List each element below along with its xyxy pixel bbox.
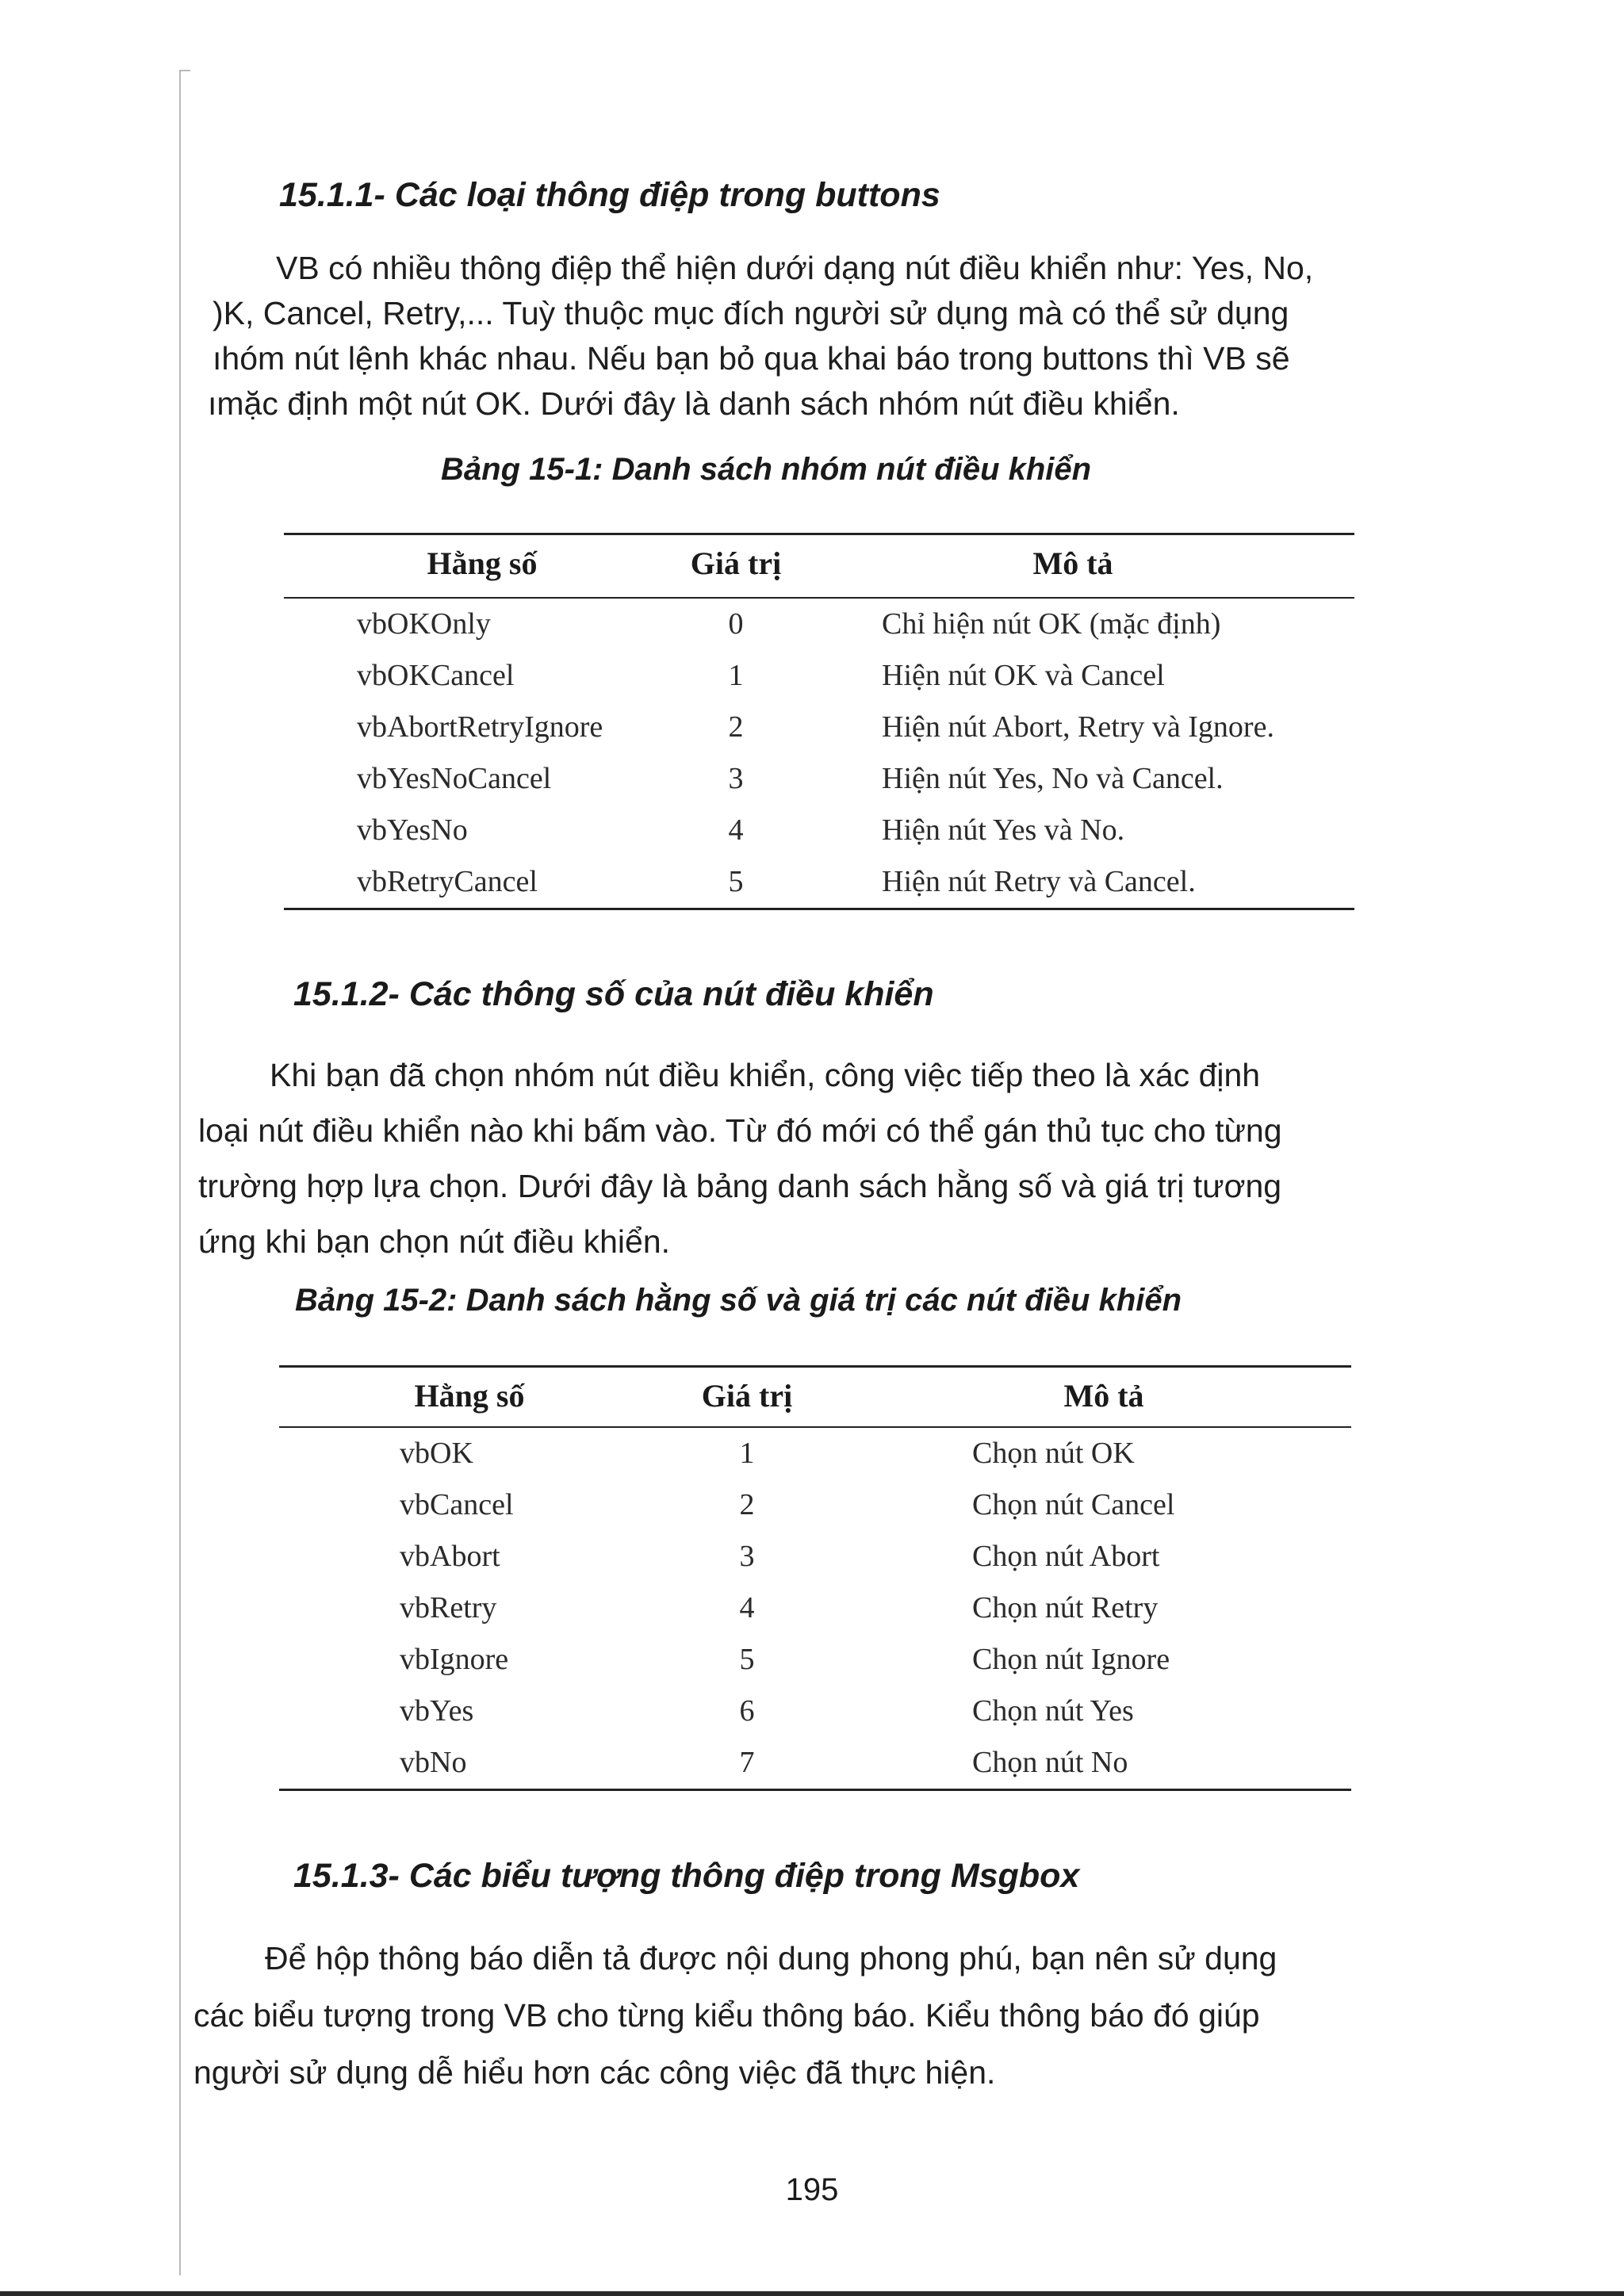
column-header-constant: Hằng số <box>414 1378 525 1414</box>
table-row <box>284 650 1354 702</box>
paragraph-line: Để hộp thông báo diễn tả được nội dung phong phú, bạn nên sử dụng <box>265 1940 1277 1976</box>
cell-constant: vbAbort <box>400 1540 500 1573</box>
cell-constant: vbAbortRetryIgnore <box>357 710 603 744</box>
paragraph-line: ıhóm nút lệnh khác nhau. Nếu bạn bỏ qua khai báo trong buttons thì VB sẽ <box>213 340 1290 377</box>
table-row <box>284 599 1354 650</box>
page-number: 195 <box>785 2172 839 2207</box>
table-row <box>279 1531 1351 1582</box>
cell-value: 0 <box>728 607 744 641</box>
cell-description: Hiện nút Abort, Retry và Ignore. <box>882 710 1274 744</box>
paragraph-line: người sử dụng dễ hiểu hơn các công việc đã thực hiện. <box>193 2054 996 2091</box>
table-row <box>279 1686 1351 1737</box>
cell-constant: vbYesNoCancel <box>357 762 552 795</box>
cell-value: 3 <box>739 1540 755 1573</box>
cell-constant: vbYes <box>400 1694 474 1728</box>
table-caption-15-1: Bảng 15-1: Danh sách nhóm nút điều khiển <box>441 452 1092 487</box>
table-header-row <box>279 1368 1351 1428</box>
cell-value: 3 <box>728 762 744 795</box>
table-row <box>284 856 1354 908</box>
paragraph-line: các biểu tượng trong VB cho từng kiểu thông báo. Kiểu thông báo đó giúp <box>193 1997 1260 2034</box>
paragraph-line: Khi bạn đã chọn nhóm nút điều khiển, công việc tiếp theo là xác định <box>270 1057 1261 1093</box>
table-15-2 <box>279 1365 1351 1791</box>
paragraph-line: ứng khi bạn chọn nút điều khiển. <box>198 1223 671 1260</box>
page-bottom-edge <box>0 2291 1624 2296</box>
cell-constant: vbOK <box>400 1437 473 1470</box>
cell-value: 2 <box>728 710 744 744</box>
cell-description: Chọn nút Ignore <box>972 1643 1170 1676</box>
cell-description: Chọn nút Abort <box>972 1540 1160 1573</box>
paragraph-line: )K, Cancel, Retry,... Tuỳ thuộc mục đích người sử dụng mà có thể sử dụng <box>213 295 1289 331</box>
cell-constant: vbRetryCancel <box>357 865 538 898</box>
table-row <box>279 1582 1351 1634</box>
section-heading-15-1-3: 15.1.3- Các biểu tượng thông điệp trong Msgbox <box>293 1857 1080 1895</box>
table-row <box>284 702 1354 753</box>
cell-description: Chỉ hiện nút OK (mặc định) <box>882 607 1221 641</box>
cell-value: 1 <box>728 659 744 692</box>
cell-value: 1 <box>739 1437 755 1470</box>
binding-margin-tick <box>179 70 190 71</box>
cell-value: 6 <box>739 1694 755 1728</box>
cell-description: Chọn nút No <box>972 1746 1128 1779</box>
section-heading-15-1-2: 15.1.2- Các thông số của nút điều khiển <box>293 975 934 1013</box>
cell-description: Chọn nút Retry <box>972 1591 1159 1624</box>
cell-value: 7 <box>739 1746 755 1779</box>
cell-value: 5 <box>739 1643 755 1676</box>
cell-value: 4 <box>728 813 744 847</box>
cell-constant: vbYesNo <box>357 813 468 847</box>
cell-value: 5 <box>728 865 744 898</box>
cell-value: 2 <box>739 1488 755 1521</box>
table-row <box>279 1479 1351 1531</box>
cell-value: 4 <box>739 1591 755 1624</box>
paragraph-line: trường hợp lựa chọn. Dưới đây là bảng danh sách hằng số và giá trị tương <box>198 1168 1282 1204</box>
table-header-row <box>284 535 1354 599</box>
table-row <box>279 1737 1351 1789</box>
cell-constant: vbOKCancel <box>357 659 515 692</box>
paragraph-line: loại nút điều khiển nào khi bấm vào. Từ đó mới có thể gán thủ tục cho từng <box>198 1112 1282 1149</box>
table-row <box>284 805 1354 856</box>
cell-description: Hiện nút OK và Cancel <box>882 659 1165 692</box>
cell-constant: vbRetry <box>400 1591 497 1624</box>
section-heading-15-1-1: 15.1.1- Các loại thông điệp trong buttons <box>279 176 940 214</box>
column-header-description: Mô tả <box>1032 545 1113 581</box>
cell-constant: vbNo <box>400 1746 467 1779</box>
table-15-1 <box>284 533 1354 910</box>
cell-constant: vbCancel <box>400 1488 514 1521</box>
cell-constant: vbIgnore <box>400 1643 509 1676</box>
table-row <box>279 1428 1351 1479</box>
cell-description: Hiện nút Yes, No và Cancel. <box>882 762 1224 795</box>
column-header-value: Giá trị <box>690 545 782 581</box>
cell-description: Hiện nút Yes và No. <box>882 813 1125 847</box>
table-caption-15-2: Bảng 15-2: Danh sách hằng số và giá trị các nút điều khiển <box>295 1283 1182 1318</box>
cell-description: Hiện nút Retry và Cancel. <box>882 865 1196 898</box>
cell-description: Chọn nút OK <box>972 1437 1135 1470</box>
cell-constant: vbOKOnly <box>357 607 491 641</box>
paragraph-line: ımặc định một nút OK. Dưới đây là danh sách nhóm nút điều khiển. <box>208 385 1180 422</box>
column-header-value: Giá trị <box>701 1378 793 1414</box>
binding-margin-line <box>179 71 181 2275</box>
table-row <box>279 1634 1351 1686</box>
column-header-description: Mô tả <box>1063 1378 1144 1414</box>
table-row <box>284 753 1354 805</box>
paragraph-line: VB có nhiều thông điệp thể hiện dưới dạng nút điều khiển như: Yes, No, <box>276 250 1314 286</box>
cell-description: Chọn nút Yes <box>972 1694 1134 1728</box>
cell-description: Chọn nút Cancel <box>972 1488 1175 1521</box>
column-header-constant: Hằng số <box>427 545 538 581</box>
